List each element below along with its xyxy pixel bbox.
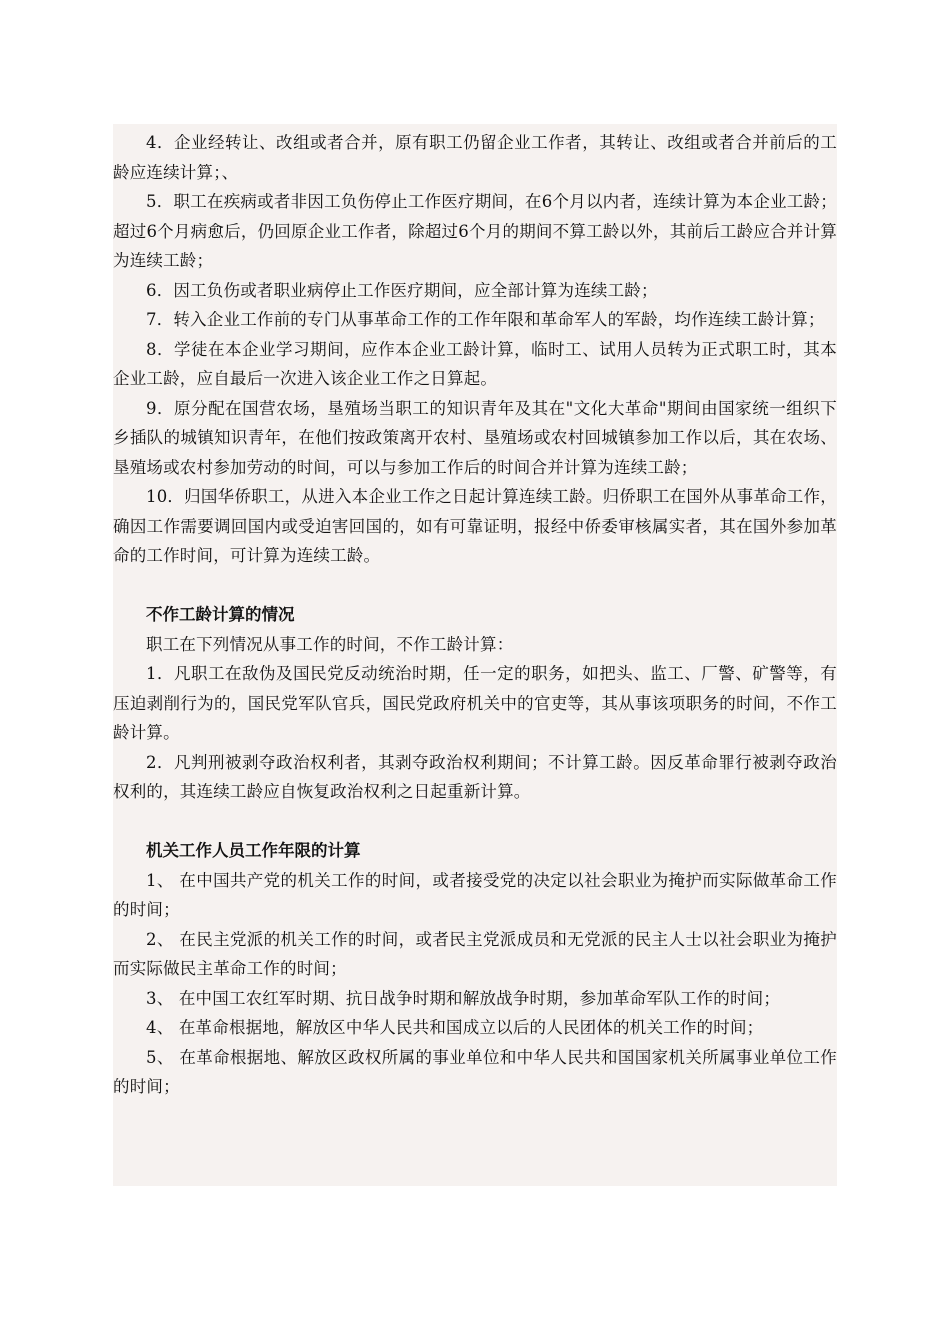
- paragraph-item-9: 9．原分配在国营农场，垦殖场当职工的知识青年及其在"文化大革命"期间由国家统一组织下乡插队的城镇知识青年，在他们按政策离开农村、垦殖场或农村回城镇参加工作以后，其在农场、垦殖场或农村参加劳动的时间，可以与参加工作后的时间合并计算为连续工龄；: [113, 398, 837, 477]
- agency-item-5: 5、 在革命根据地、解放区政权所属的事业单位和中华人民共和国国家机关所属事业单位工作的时间；: [113, 1047, 837, 1096]
- exclusion-intro: 职工在下列情况从事工作的时间，不作工龄计算：: [146, 634, 514, 654]
- paragraph-item-10: 10．归国华侨职工，从进入本企业工作之日起计算连续工龄。归侨职工在国外从事革命工作，确因工作需要调回国内或受迫害回国的，如有可靠证明，报经中侨委审核属实者，其在国外参加革命的工作时间，可计算为连续工龄。: [113, 487, 837, 565]
- section-spacer: [113, 807, 837, 837]
- paragraph-item-4: 4．企业经转让、改组或者合并，原有职工仍留企业工作者，其转让、改组或者合并前后的工龄应连续计算；、: [113, 133, 837, 182]
- paragraph-item-8: 8．学徒在本企业学习期间，应作本企业工龄计算，临时工、试用人员转为正式职工时，其本企业工龄，应自最后一次进入该企业工作之日算起。: [113, 339, 837, 388]
- agency-item-2: 2、 在民主党派的机关工作的时间，或者民主党派成员和无党派的民主人士以社会职业为掩护而实际做民主革命工作的时间；: [113, 929, 837, 978]
- agency-item-4: 4、 在革命根据地，解放区中华人民共和国成立以后的人民团体的机关工作的时间；: [146, 1018, 764, 1037]
- exclusion-item-2: 2．凡判刑被剥夺政治权利者，其剥夺政治权利期间；不计算工龄。因反革命罪行被剥夺政治权利的，其连续工龄应自恢复政治权利之日起重新计算。: [113, 752, 837, 801]
- section-heading-exclusions: 不作工龄计算的情况: [146, 605, 295, 624]
- section-heading-agency-staff: 机关工作人员工作年限的计算: [146, 841, 361, 860]
- document-text-block: [113, 124, 837, 1186]
- exclusion-item-1: 1．凡职工在敌伪及国民党反动统治时期，任一定的职务，如把头、监工、厂警、矿警等，有压迫剥削行为的，国民党军队官兵，国民党政府机关中的官吏等，其从事该项职务的时间，不作工龄计算。: [113, 664, 837, 742]
- agency-item-3: 3、 在中国工农红军时期、抗日战争时期和解放战争时期，参加革命军队工作的时间；: [146, 988, 781, 1008]
- paragraph-item-5: 5．职工在疾病或者非因工负伤停止工作医疗期间，在6个月以内者，连续计算为本企业工龄；超过6个月病愈后，仍回原企业工作者，除超过6个月的期间不算工龄以外，其前后工龄应合并计算为连续工龄；: [113, 192, 837, 270]
- paragraph-item-6: 6．因工负伤或者职业病停止工作医疗期间，应全部计算为连续工龄；: [146, 280, 658, 300]
- paragraph-item-7: 7．转入企业工作前的专门从事革命工作的工作年限和革命军人的军龄，均作连续工龄计算；: [146, 310, 825, 329]
- agency-item-1: 1、 在中国共产党的机关工作的时间，或者接受党的决定以社会职业为掩护而实际做革命工作的时间；: [113, 870, 837, 919]
- section-spacer: [113, 571, 837, 601]
